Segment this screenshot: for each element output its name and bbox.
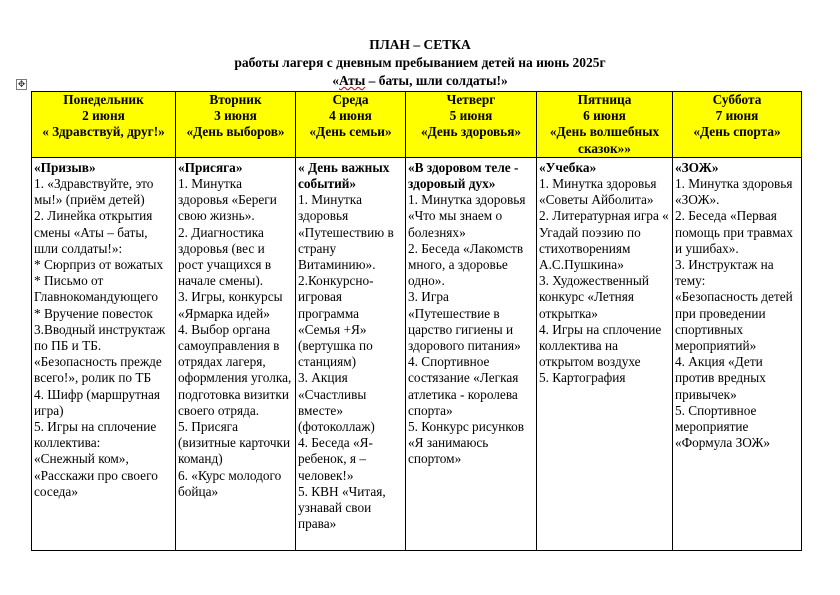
activity-item: 2. Беседа «Лакомств много, а здоровье одно».	[408, 240, 524, 289]
activity-title: « День важных событий»	[298, 159, 390, 192]
day-header-saturday[interactable]: Суббота 7 июня «День спорта»	[673, 92, 802, 158]
activity-item: * Сюрприз от вожатых	[34, 257, 164, 273]
spellcheck-word[interactable]: Аты	[339, 73, 366, 88]
activity-item: 5. Игры на сплочение коллектива:	[34, 419, 157, 451]
activity-title: «Учебка»	[539, 159, 597, 175]
activity-item: 5. КВН «Читая, узнавай свои права»	[298, 483, 386, 532]
camp-name-rest: – баты, шли солдаты!»	[365, 73, 508, 88]
activity-item: 2. Литературная игра « Угадай поэзию по стихотворениям А.С.Пушкина»	[539, 208, 669, 273]
activity-item: 5. Картография	[539, 370, 626, 386]
plan-table	[31, 91, 802, 551]
activity-item: 1. Минутка здоровья «Путешествию в страну Витаминию».	[298, 192, 394, 273]
activity-item: * Вручение повесток	[34, 305, 153, 321]
activity-item: 4. Спортивное состязание «Легкая атлетика - королева спорта»	[408, 354, 519, 418]
activity-title: «В здоровом теле - здоровый дух»	[408, 159, 519, 192]
activity-item: 3. Акция «Счастливы вместе» (фотоколлаж)	[298, 370, 375, 435]
activity-item: 4. Акция «Дети против вредных привычек»	[675, 354, 766, 402]
activity-item: 4. Беседа «Я- ребенок, я – человек!»	[298, 435, 373, 483]
activity-item: 2.Конкурсно-игровая программа «Семья +Я» (вертушка по станциям)	[298, 273, 374, 370]
activity-item: 2. Беседа «Первая помощь при травмах и ушибах».	[675, 208, 793, 256]
activity-item: 3. Игра «Путешествие в царство гигиены и здорового питания»	[408, 289, 521, 354]
activity-title: «Присяга»	[178, 159, 243, 175]
activity-item: 3.Вводный инструктаж по ПБ и ТБ. «Безопасность прежде всего!», ролик по ТБ	[34, 321, 166, 386]
activity-item: 4. Шифр (маршрутная игра)	[34, 386, 161, 418]
table-move-handle-icon[interactable]: ✥	[17, 80, 26, 90]
activity-item: * Письмо от Главнокомандующего	[34, 273, 159, 305]
activity-title: «Призыв»	[34, 159, 96, 175]
activity-item: 1. «Здравствуйте, это мы!» (приём детей)	[34, 176, 154, 208]
plan-title: ПЛАН – СЕТКА	[369, 37, 471, 52]
activities-cell-tuesday[interactable]	[176, 157, 296, 550]
activity-item: «Расскажи про своего соседа»	[34, 467, 158, 499]
activity-item: 1. Минутка здоровья «ЗОЖ».	[675, 176, 793, 208]
camp-name	[0, 73, 840, 89]
day-header-thursday[interactable]: Четверг 5 июня «День здоровья»	[406, 92, 537, 158]
activity-item: 3. Художественный конкурс «Летняя открытка»	[539, 273, 649, 321]
activity-item: «Снежный ком»,	[34, 451, 129, 467]
activity-item: 5. Конкурс рисунков «Я занимаюсь спортом»	[408, 419, 525, 467]
activity-item: 5. Присяга (визитные карточки команд)	[178, 419, 291, 467]
day-header-tuesday[interactable]: Вторник 3 июня «День выборов»	[176, 92, 296, 158]
activities-cell-wednesday[interactable]	[296, 157, 406, 550]
header-row	[32, 92, 802, 158]
plan-subtitle: работы лагеря с дневным пребыванием детей на июнь 2025г	[234, 55, 606, 70]
activity-item: 2. Линейка открытия смены «Аты – баты, шли солдаты!»:	[34, 208, 153, 256]
camp-name-open-quote: «	[332, 73, 339, 88]
activity-item: 2. Диагностика здоровья (вес и рост учащихся в начале смены).	[178, 224, 272, 289]
activities-cell-friday[interactable]	[537, 157, 673, 550]
day-header-monday[interactable]: Понедельник 2 июня « Здравствуй, друг!»	[32, 92, 176, 158]
activity-item: 4. Игры на сплочение коллектива на открытом воздухе	[539, 321, 662, 370]
activities-row	[32, 157, 802, 550]
activities-cell-thursday[interactable]	[406, 157, 537, 550]
activities-cell-monday[interactable]	[32, 157, 176, 550]
activity-item: 1. Минутка здоровья «Что мы знаем о болезнях»	[408, 192, 526, 240]
activity-item: 6. «Курс молодого бойца»	[178, 467, 282, 499]
activity-item: 3. Игры, конкурсы «Ярмарка идей»	[178, 289, 283, 321]
activity-item: 5. Спортивное мероприятие «Формула ЗОЖ»	[675, 402, 771, 451]
activity-item: 1. Минутка здоровья «Советы Айболита»	[539, 176, 657, 208]
activity-item: 1. Минутка здоровья «Береги свою жизнь».	[178, 176, 277, 224]
activity-item: 3. Инструктаж на тему:	[675, 257, 774, 289]
activity-item: «Безопасность детей при проведении спортивных мероприятий»	[675, 289, 793, 354]
day-header-wednesday[interactable]: Среда 4 июня «День семьи»	[296, 92, 406, 158]
day-header-friday[interactable]: Пятница 6 июня «День волшебных сказок»»	[537, 92, 673, 158]
activities-cell-saturday[interactable]	[673, 157, 802, 550]
activity-title: «ЗОЖ»	[675, 159, 719, 175]
activity-item: 4. Выбор органа самоуправления в отрядах лагеря, оформления уголка, подготовка визитки своего отряда.	[178, 321, 292, 418]
